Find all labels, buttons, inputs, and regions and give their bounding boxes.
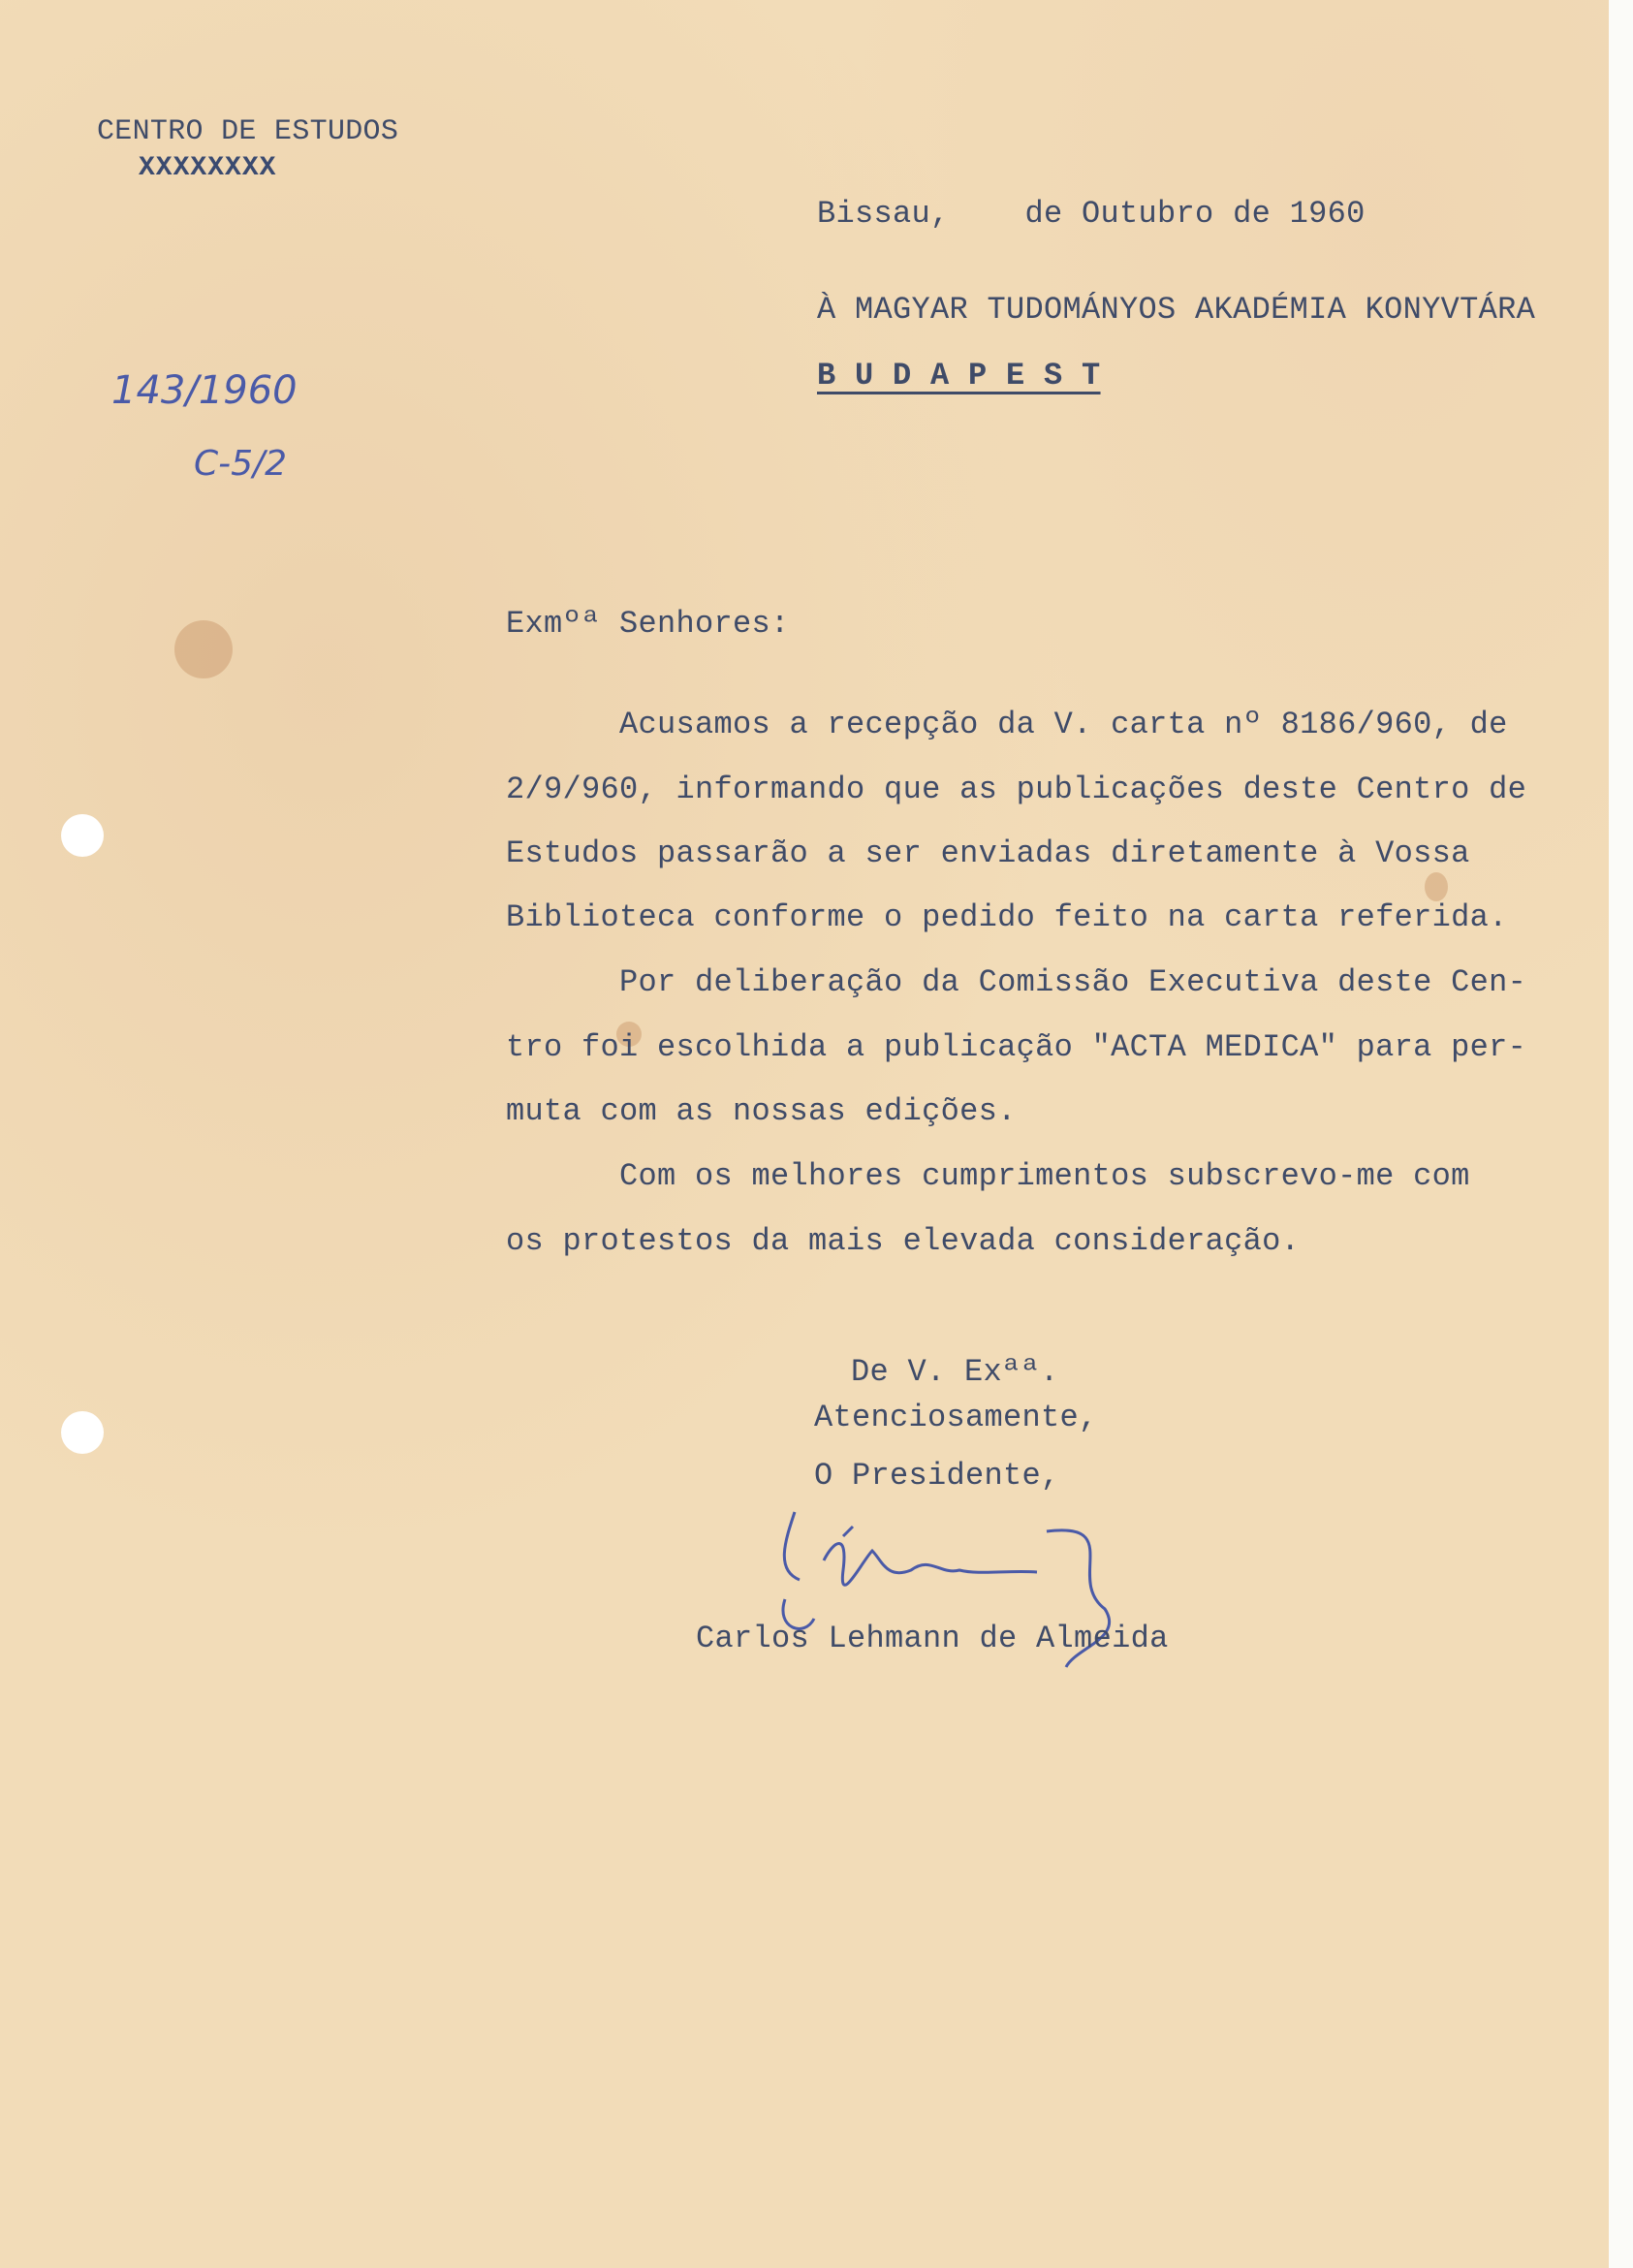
struck-text: XXXXXXXX (139, 153, 277, 183)
closing-line: Atenciosamente, (814, 1400, 1098, 1435)
punch-hole (61, 1411, 104, 1454)
body-line: Biblioteca conforme o pedido feito na carta referida. (506, 899, 1508, 935)
recipient-line: À MAGYAR TUDOMÁNYOS AKADÉMIA KONYVTÁRA (817, 292, 1536, 328)
closing-line: O Presidente, (814, 1458, 1060, 1494)
body-line: os protestos da mais elevada consideração. (506, 1223, 1301, 1259)
body-line: Acusamos a recepção da V. carta nº 8186/960, de (506, 707, 1508, 742)
body-line: Por deliberação da Comissão Executiva deste Cen- (506, 964, 1527, 1000)
body-line: Estudos passarão a ser enviadas diretamente à Vossa (506, 835, 1470, 871)
recipient-city: B U D A P E S T (817, 358, 1101, 394)
closing-line: De V. Exªª. (851, 1354, 1059, 1390)
signature (756, 1502, 1221, 1686)
salutation: Exmºª Senhores: (506, 606, 790, 642)
handwritten-reference-number: 143/1960 (111, 368, 298, 413)
body-line: muta com as nossas edições. (506, 1093, 1017, 1129)
handwritten-reference-code: C-5/2 (194, 444, 288, 484)
body-line: 2/9/960, informando que as publicações deste Centro de (506, 772, 1527, 807)
letterhead-org: CENTRO DE ESTUDOS (97, 115, 399, 148)
place-date: Bissau, de Outubro de 1960 (817, 196, 1366, 232)
page-edge (1609, 0, 1633, 2268)
body-line: Com os melhores cumprimentos subscrevo-me com (506, 1158, 1470, 1194)
signatory-name: Carlos Lehmann de Almeida (696, 1621, 1169, 1656)
stain (174, 620, 233, 678)
stain (1425, 872, 1448, 901)
body-line: tro foi escolhida a publicação "ACTA MEDICA" para per- (506, 1029, 1527, 1065)
punch-hole (61, 814, 104, 857)
